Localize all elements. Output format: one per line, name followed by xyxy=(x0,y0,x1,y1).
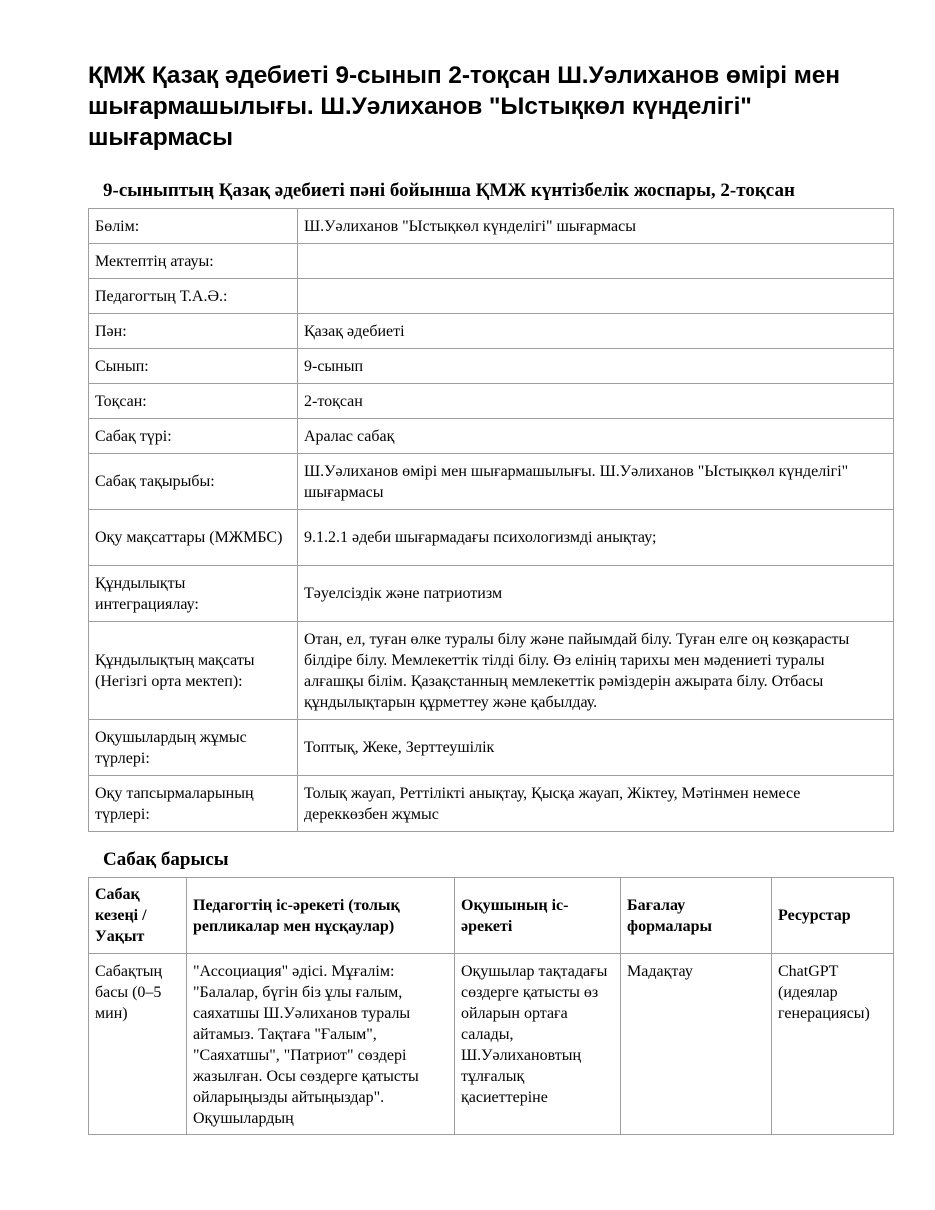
plan-subtitle: 9-сыныптың Қазақ әдебиеті пәні бойынша ҚМЖ күнтізбелік жоспары, 2-тоқсан xyxy=(103,180,795,201)
table-row xyxy=(89,954,894,1135)
info-value xyxy=(298,244,894,279)
info-value: 9.1.2.1 әдеби шығармадағы психологизмді анықтау; xyxy=(298,510,894,566)
table-header-row xyxy=(89,878,894,954)
info-label: Құндылықтың мақсаты (Негізгі орта мектеп): xyxy=(89,622,298,720)
info-value: Топтық, Жеке, Зерттеушілік xyxy=(298,720,894,776)
info-label: Оқушылардың жұмыс түрлері: xyxy=(89,720,298,776)
lesson-info-table xyxy=(88,208,894,832)
info-value: 9-сынып xyxy=(298,349,894,384)
info-label: Оқу тапсырмаларының түрлері: xyxy=(89,776,298,832)
info-label: Педагогтың Т.А.Ә.: xyxy=(89,279,298,314)
lesson-flow-table xyxy=(88,877,894,1135)
table-row xyxy=(89,349,894,384)
info-value: 2-тоқсан xyxy=(298,384,894,419)
stage-cell: Сабақтың басы (0–5 мин) xyxy=(89,954,187,1135)
info-value: Қазақ әдебиеті xyxy=(298,314,894,349)
resources-cell: ChatGPT (идеялар генерациясы) xyxy=(772,954,894,1135)
info-label: Тоқсан: xyxy=(89,384,298,419)
info-label: Сабақ түрі: xyxy=(89,419,298,454)
column-header-student: Оқушының іс-әрекеті xyxy=(455,878,621,954)
table-row xyxy=(89,419,894,454)
info-label: Мектептің атауы: xyxy=(89,244,298,279)
table-row xyxy=(89,454,894,510)
column-header-resources: Ресурстар xyxy=(772,878,894,954)
info-value: Тәуелсіздік және патриотизм xyxy=(298,566,894,622)
assessment-cell: Мадақтау xyxy=(621,954,772,1135)
table-row xyxy=(89,314,894,349)
info-value: Аралас сабақ xyxy=(298,419,894,454)
table-row xyxy=(89,622,894,720)
info-value: Ш.Уәлиханов өмірі мен шығармашылығы. Ш.Уәлиханов "Ыстықкөл күнделігі" шығармасы xyxy=(298,454,894,510)
table-row xyxy=(89,384,894,419)
student-activity-cell: Оқушылар тақтадағы сөздерге қатысты өз ойларын ортаға салады, Ш.Уәлихановтың тұлғалық қасиеттеріне xyxy=(455,954,621,1135)
column-header-stage: Сабақ кезеңі / Уақыт xyxy=(89,878,187,954)
column-header-teacher: Педагогтің іс-әрекеті (толық репликалар мен нұсқаулар) xyxy=(187,878,455,954)
table-row xyxy=(89,279,894,314)
info-value: Толық жауап, Реттілікті анықтау, Қысқа жауап, Жіктеу, Мәтінмен немесе дереккөзбен жұмыс xyxy=(298,776,894,832)
table-row xyxy=(89,510,894,566)
info-value: Отан, ел, туған өлке туралы білу және пайымдай білу. Туған елге оң көзқарасты білдіре білу. Мемлекеттік тілді білу. Өз елінің тарихы мен мәдениеті туралы алғашқы білім. Қазақстанның мемлекеттік рәміздерін ажырата білу. Отбасы құндылықтарын құрметтеу және қабылдау. xyxy=(298,622,894,720)
column-header-assessment: Бағалау формалары xyxy=(621,878,772,954)
document-page xyxy=(88,60,893,1135)
info-label: Сабақ тақырыбы: xyxy=(89,454,298,510)
teacher-activity-cell: "Ассоциация" әдісі. Мұғалім: "Балалар, бүгін біз ұлы ғалым, саяхатшы Ш.Уәлиханов туралы айтамыз. Тақтаға "Ғалым", "Саяхатшы", "Патриот" сөздері жазылған. Осы сөздерге қатысты ойларыңызды айтыңыздар". Оқушылардың xyxy=(187,954,455,1135)
info-label: Пән: xyxy=(89,314,298,349)
lesson-flow-heading: Сабақ барысы xyxy=(103,849,229,870)
table-row xyxy=(89,566,894,622)
table-row xyxy=(89,720,894,776)
info-value xyxy=(298,279,894,314)
table-row xyxy=(89,244,894,279)
info-label: Сынып: xyxy=(89,349,298,384)
page-title: ҚМЖ Қазақ әдебиеті 9-сынып 2-тоқсан Ш.Уәлиханов өмірі мен шығармашылығы. Ш.Уәлиханов "Ыстықкөл күнделігі" шығармасы xyxy=(88,62,840,151)
table-row xyxy=(89,209,894,244)
info-value: Ш.Уәлиханов "Ыстықкөл күнделігі" шығармасы xyxy=(298,209,894,244)
info-label: Бөлім: xyxy=(89,209,298,244)
info-label: Құндылықты интеграциялау: xyxy=(89,566,298,622)
table-row xyxy=(89,776,894,832)
info-label: Оқу мақсаттары (МЖМБС) xyxy=(89,510,298,566)
